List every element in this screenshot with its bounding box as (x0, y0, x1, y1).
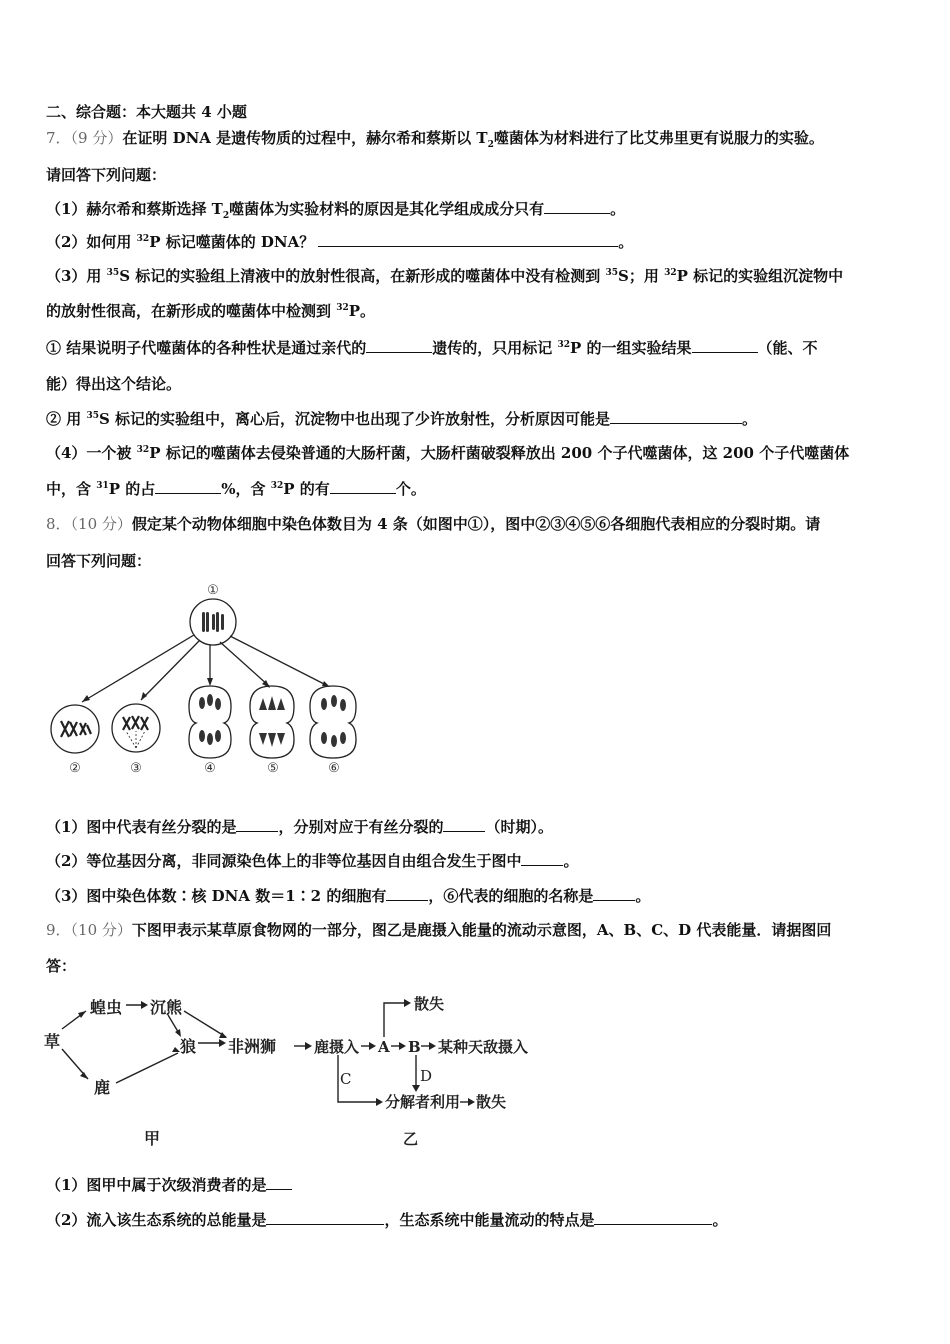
q9-stem-text: 下图甲表示某草原食物网的一部分，图乙是鹿摄入能量的流动示意图，A、B、C、D 代表能量．请据图回 (131, 921, 832, 939)
q7-p4-l2-sup1: 31 (96, 481, 109, 491)
cell-division-figure (44, 578, 374, 778)
q7-part4-line2 (46, 479, 426, 499)
q7-number: 7． (46, 129, 71, 147)
q9-p2-blank1[interactable] (266, 1210, 384, 1225)
q7-p2-blank[interactable] (318, 232, 618, 247)
q7-p2-text-2: P 标记噬菌体的 DNA？ (149, 233, 315, 251)
figure-label-6: ⑥ (328, 761, 340, 776)
cell-2 (51, 705, 99, 753)
node-lion: 非洲狮 (228, 1037, 277, 1056)
figure-label-3: ③ (130, 761, 142, 776)
q7-stem-sub: 2 (487, 140, 494, 150)
q7-p4-l2-text-2: P 的占 (108, 480, 156, 498)
q7-p1-end: 。 (610, 200, 626, 218)
q7-p4-l2-sup2: 32 (270, 481, 284, 491)
q8-p3-end: 。 (635, 887, 651, 905)
q8-p1-blank1[interactable] (236, 817, 278, 832)
q7-part2 (46, 232, 633, 252)
flow-decomposer: 分解者利用 (385, 1093, 461, 1111)
q8-p1-text: （1）图中代表有丝分裂的是 (46, 818, 237, 836)
node-deer: 鹿 (94, 1078, 111, 1097)
cell-3 (112, 704, 160, 752)
flow-c: C (340, 1070, 352, 1088)
q7-c2-end: 。 (742, 410, 758, 428)
q9-number: 9． (46, 921, 71, 939)
q7-sub2 (46, 409, 757, 429)
food-web-diagram (40, 985, 280, 1150)
q9-stem (46, 920, 831, 940)
q9-prompt: 答： (46, 957, 77, 975)
q8-part2 (46, 851, 578, 871)
q7-p4-text-2: P 标记的噬菌体去侵染普通的大肠杆菌，大肠杆菌破裂释放出 200 个子代噬菌体，这 200 个子代噬菌体 (149, 444, 850, 462)
flow-loss-bottom: 散失 (476, 1093, 507, 1111)
q7-p3-l2-text: 的放射性很高，在新形成的噬菌体中检测到 (46, 302, 337, 320)
q7-p2-sup: 32 (136, 234, 150, 244)
q7-c1-text: ① 结果说明子代噬菌体的各种性状是通过亲代的 (46, 339, 367, 357)
q7-score: （9 分） (70, 129, 123, 147)
q8-p2-blank[interactable] (521, 851, 563, 866)
q7-sub1-line1 (46, 338, 818, 358)
q8-p3-text: （3）图中染色体数∶核 DNA 数＝1∶2 的细胞有 (46, 887, 387, 905)
q7-p3-l2-end: P。 (348, 302, 376, 320)
q7-p3-text: （3）用 (46, 267, 107, 285)
q9-p2-end: 。 (712, 1211, 728, 1229)
q7-p3-text-3: S；用 (618, 267, 665, 285)
q7-stem (46, 128, 824, 148)
q7-p1-sub: 2 (222, 211, 230, 221)
q7-sub1-line2: 能）得出这个结论。 (46, 375, 182, 393)
q7-p3-l2-sup: 32 (336, 303, 349, 313)
cell-4-chromosomes (199, 694, 221, 745)
figure-label-2: ② (69, 761, 81, 776)
q8-p2-end: 。 (563, 852, 579, 870)
cell-2-chromosomes (61, 721, 91, 737)
q7-p3-text-4: P 标记的实验组沉淀物中 (676, 267, 844, 285)
q7-p2-end: 。 (618, 233, 634, 251)
q9-part2 (46, 1210, 727, 1230)
flow-loss-top: 散失 (414, 995, 445, 1013)
q8-p1-blank2[interactable] (443, 817, 485, 832)
section-title: 二、综合题：本大题共 4 小题 (46, 103, 247, 121)
caption-jia: 甲 (144, 1129, 161, 1148)
q7-p3-sup2: 35 (605, 268, 619, 278)
q7-p3-sup3: 32 (664, 268, 677, 278)
q7-p4-sup: 32 (136, 445, 150, 455)
q7-p4-l2-text-4: P 的有 (283, 480, 330, 498)
cell-5-chromosomes (259, 696, 285, 747)
q8-stem (46, 514, 820, 534)
q8-part3 (46, 886, 650, 906)
q7-p3-text-2: S 标记的实验组上清液中的放射性很高，在新形成的噬菌体中没有检测到 (119, 267, 606, 285)
q7-p1-text: （1）赫尔希和蔡斯选择 T (46, 200, 223, 218)
node-locust: 蝗虫 (90, 998, 123, 1017)
q8-p2-text: （2）等位基因分离，非同源染色体上的非等位基因自由组合发生于图中 (46, 852, 522, 870)
flow-a: A (378, 1038, 390, 1056)
q7-stem-text: 在证明 DNA 是遗传物质的过程中，赫尔希和蔡斯以 T (122, 129, 488, 147)
flow-intake: 鹿摄入 (314, 1038, 360, 1056)
energy-flow-diagram (290, 985, 540, 1150)
q7-c1-blank2[interactable] (692, 338, 758, 353)
q7-c2-sup: 35 (86, 411, 99, 421)
q9-p1-text: （1）图甲中属于次级消费者的是 (46, 1176, 267, 1194)
q9-p2-text-2: ，生态系统中能量流动的特点是 (384, 1211, 595, 1229)
flow-b: B (408, 1038, 421, 1056)
q7-p3-sup1: 35 (106, 268, 120, 278)
q7-part3-line1 (46, 266, 843, 286)
q8-score: （10 分） (70, 515, 132, 533)
q7-p4-blank1[interactable] (155, 479, 221, 494)
q7-p2-text: （2）如何用 (46, 233, 137, 251)
cell-3-chromosomes (123, 716, 148, 730)
cell-6-chromosomes (321, 695, 346, 747)
q7-c1-blank1[interactable] (366, 338, 432, 353)
q7-c1-text-2: 遗传的，只用标记 (432, 339, 558, 357)
q8-p3-blank1[interactable] (386, 886, 428, 901)
caption-yi: 乙 (403, 1130, 419, 1148)
node-bird: 沉熊 (150, 998, 183, 1017)
q7-p4-l2-text: 中，含 (46, 480, 97, 498)
q9-p1-blank[interactable] (266, 1175, 292, 1190)
figure-label-5: ⑤ (267, 761, 279, 776)
q7-c2-text-2: S 标记的实验组中，离心后，沉淀物中也出现了少许放射性，分析原因可能是 (98, 410, 611, 428)
q8-p1-end: （时期）。 (485, 818, 553, 836)
q7-p1-blank[interactable] (544, 199, 610, 214)
flow-d: D (420, 1067, 433, 1085)
q9-p2-text: （2）流入该生态系统的总能量是 (46, 1211, 267, 1229)
q7-part4-line1 (46, 443, 849, 463)
q7-part3-line2 (46, 301, 375, 321)
q9-score: （10 分） (70, 921, 132, 939)
q7-prompt: 请回答下列问题： (46, 166, 167, 184)
q9-part1 (46, 1175, 292, 1195)
q8-prompt: 回答下列问题： (46, 552, 152, 570)
cell-1-chromosomes (202, 612, 224, 632)
q9-p2-blank2[interactable] (594, 1210, 712, 1225)
figure-label-4: ④ (204, 761, 216, 776)
q7-p4-blank2[interactable] (330, 479, 396, 494)
q7-p4-text: （4）一个被 (46, 444, 137, 462)
q8-part1 (46, 817, 553, 837)
q7-c1-text-4: （能、不 (757, 339, 818, 357)
q7-p1-text-2: 噬菌体为实验材料的原因是其化学组成成分只有 (229, 200, 545, 218)
q7-c2-text: ② 用 (46, 410, 87, 428)
q8-stem-text: 假定某个动物体细胞中染色体数目为 4 条（如图中①），图中②③④⑤⑥各细胞代表相应的分裂时期。请 (131, 515, 821, 533)
q7-stem-text-2: 噬菌体为材料进行了比艾弗里更有说服力的实验。 (493, 129, 824, 147)
q8-p3-text-2: ，⑥代表的细胞的名称是 (428, 887, 594, 905)
q7-c1-text-3: P 的一组实验结果 (570, 339, 692, 357)
figure-label-1: ① (207, 583, 219, 598)
q7-part1 (46, 199, 625, 219)
q7-p4-l2-end: 个。 (395, 480, 426, 498)
q7-c2-blank[interactable] (610, 409, 742, 424)
node-wolf: 狼 (180, 1037, 197, 1056)
q8-p1-text-2: ，分别对应于有丝分裂的 (278, 818, 444, 836)
q7-c1-sup: 32 (557, 340, 570, 350)
node-grass: 草 (44, 1032, 61, 1051)
q8-p3-blank2[interactable] (593, 886, 635, 901)
flow-enemy: 某种天敌摄入 (438, 1038, 529, 1056)
q7-p4-l2-text-3: %，含 (221, 480, 271, 498)
division-arrows (82, 635, 328, 702)
q8-number: 8． (46, 515, 71, 533)
